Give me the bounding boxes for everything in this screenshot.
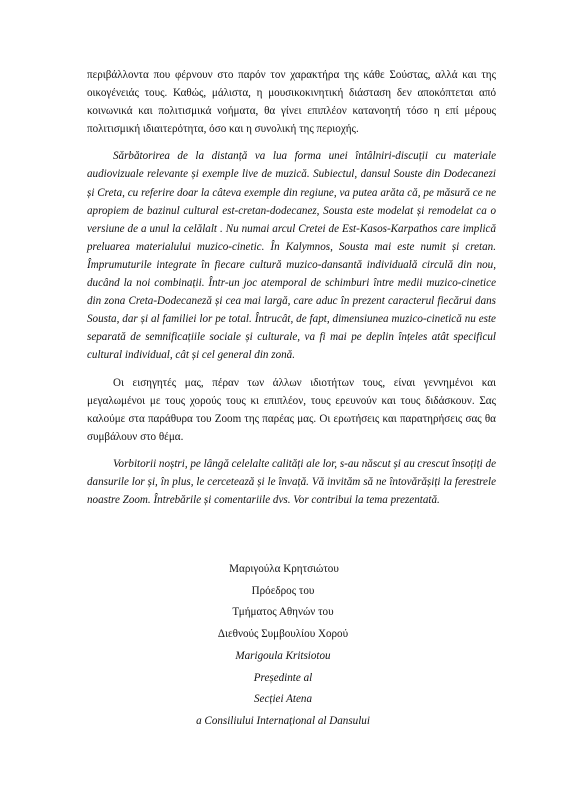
signatory-organization-romanian: a Consiliului Internațional al Dansului bbox=[196, 714, 370, 727]
signatory-title-greek: Πρόεδρος του bbox=[251, 584, 315, 597]
paragraph-romanian-intro: Sărbătorirea de la distanță va lua forma unei întâlniri-discuții cu materiale audiovizuale relevante și exemple live de muzică. Subiectul, dansul Souste din Dodecanezi și Creta, cu referire doar la câteva exemple din regiune, va putea arăta că, pe măsură ce ne apropiem de bazinul cultural est-cretan-dodecanez, Sousta este modelat și remodelat ca o versiune de a unul la celălalt . Nu numai arcul Cretei de Est-Kasos-Karpathos care implică preluarea materialului muzico-cinetic. În Kalymnos, Sousta mai este numit și cretan. Împrumuturile integrate în fiecare cultură muzico-dansantă individuală circulă din nou, ducând la noi combinații. Într-un joc atemporal de schimburi între medii muzico-cinetice din zona Creta-Dodecaneză și cea mai largă, care aduc în prezent caracterul fiecărui dans Sousta, dar și al familiei lor pe total. Întrucât, de fapt, dimensiunea muzico-cinetică nu este separată de semnificațiile sociale și culturale, va fi mai pe deplin înțeles atât specificul cultural individual, cât și cel general din zonă. bbox=[87, 150, 496, 362]
paragraph-greek-speakers: Οι εισηγητές μας, πέραν των άλλων ιδιοτήτων τους, είναι γεννημένοι και μεγαλωμένοι με τους χορούς τους κι επιπλέον, τους ερευνούν και τους διδάσκουν. Σας καλούμε στα παράθυρα του Zoom της παρέας μας. Οι ερωτήσεις και παρατηρήσεις σας θα συμβάλουν στο θέμα. bbox=[87, 376, 496, 443]
signatory-title-romanian: Președinte al bbox=[253, 671, 313, 684]
paragraph-romanian-speakers: Vorbitorii noștri, pe lângă celelalte calități ale lor, s-au născut și au crescut însoțiți de dansurile lor și, în plus, le cercetează și le învață. Vă invităm să ne întovărășiți la ferestrele noastre Zoom. Întrebările și comentariile dvs. Vor contribui la tema prezentată. bbox=[87, 457, 496, 507]
signature-block bbox=[0, 559, 566, 733]
paragraph-greek-intro-end: περιβάλλοντα που φέρνουν στο παρόν τον χαρακτήρα της κάθε Σούστας, αλλά και της οικογένειάς τους. Καθώς, μάλιστα, η μουσικοκινητική διάσταση δεν αποκόπτεται από κοινωνικά και πολιτισμικά νοήματα, θα γίνει επιπλέον κατανοητή τόσο η επί μέρους πολιτισμική ιδιαιτερότητα, όσο και η συνολική της περιοχής. bbox=[87, 69, 496, 136]
signatory-name-romanian: Marigoula Kritsiotou bbox=[235, 649, 331, 662]
signatory-department-romanian: Secției Atena bbox=[253, 693, 312, 706]
signatory-organization-greek: Διεθνούς Συμβουλίου Χορού bbox=[217, 628, 349, 641]
body-text bbox=[87, 66, 496, 509]
signatory-name-greek: Μαριγούλα Κρητσιώτου bbox=[229, 563, 339, 575]
signatory-department-greek: Τμήματος Αθηνών του bbox=[232, 606, 334, 619]
